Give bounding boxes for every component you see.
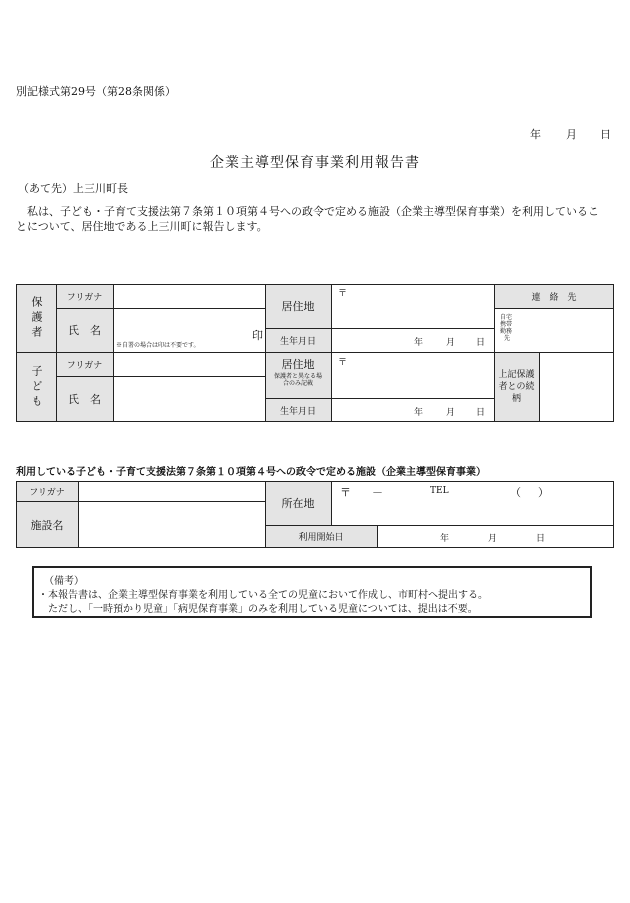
child-residence-field[interactable] <box>332 353 493 397</box>
remarks-line-1: ・本報告書は、企業主導型保育事業を利用している全ての児童において作成し、市町村へ提出する。 <box>38 590 488 601</box>
contact-field[interactable] <box>514 309 613 351</box>
seal-note: ※自署の場合は印は不要です。 <box>116 342 200 349</box>
child-furigana-field[interactable] <box>114 353 264 375</box>
facility-tel-label: TEL <box>430 486 449 496</box>
facility-name-field[interactable] <box>79 502 264 547</box>
guardian-residence-field[interactable] <box>332 285 493 327</box>
relation-field[interactable] <box>540 353 613 421</box>
child-name-field[interactable] <box>114 377 264 421</box>
facility-heading: 利用している子ども・子育て支援法第７条第１０項第４号への政令で定める施設（企業主導型保育事業） <box>16 467 486 478</box>
child-name-label: 氏 名 <box>68 393 101 406</box>
child-residence-label: 居住地 <box>281 358 315 371</box>
intro-line-2: とについて、居住地である上三川町に報告します。 <box>16 220 268 233</box>
start-date-year: 年 <box>440 534 450 544</box>
form-number: 別記様式第29号（第28条関係） <box>16 85 176 98</box>
date-day-label: 日 <box>600 128 611 141</box>
guardian-birth-day: 日 <box>476 338 486 348</box>
facility-tel-paren-close: ） <box>538 486 549 499</box>
contact-work-2: 先 <box>504 335 511 342</box>
guardian-furigana-label: フリガナ <box>66 292 103 303</box>
guardian-residence-label: 居住地 <box>281 300 315 313</box>
child-birth-year: 年 <box>414 408 424 418</box>
child-birth-month: 月 <box>446 408 456 418</box>
guardian-label: 保護者 <box>30 295 43 341</box>
contact-mobile: 携帯 <box>500 321 513 328</box>
seal-mark: 印 <box>252 329 263 342</box>
facility-name-label: 施設名 <box>30 518 64 532</box>
facility-furigana-label: フリガナ <box>29 487 65 498</box>
facility-location-label: 所在地 <box>281 497 315 510</box>
date-year-label: 年 <box>530 128 541 141</box>
applicant-table <box>16 284 614 422</box>
facility-furigana-field[interactable] <box>79 482 264 500</box>
facility-postal-dash: － <box>372 486 383 499</box>
guardian-furigana-field[interactable] <box>114 285 264 307</box>
child-birth-label: 生年月日 <box>279 406 316 417</box>
start-date-label: 利用開始日 <box>298 533 344 543</box>
addressee: （あて先）上三川町長 <box>18 182 128 195</box>
facility-postal-mark: 〒 <box>340 486 351 499</box>
remarks-title: （備考） <box>44 576 84 587</box>
facility-location-field[interactable] <box>332 482 613 524</box>
relation-label: 上記保護者との続柄 <box>498 370 535 404</box>
guardian-birth-year: 年 <box>414 338 424 348</box>
child-birth-day: 日 <box>476 408 486 418</box>
page-title: 企業主導型保育事業利用報告書 <box>210 155 420 171</box>
intro-line-1: 私は、子ども・子育て支援法第７条第１０項第４号への政令で定める施設（企業主導型保育事業）を利用しているこ <box>16 205 599 218</box>
guardian-name-label: 氏 名 <box>68 324 101 337</box>
contact-types <box>500 314 512 342</box>
start-date-month: 月 <box>488 534 498 544</box>
child-label: 子ども <box>30 364 43 410</box>
child-postal-mark: 〒 <box>338 358 348 368</box>
facility-tel-paren-open: （ <box>510 486 521 499</box>
guardian-postal-mark: 〒 <box>338 289 348 299</box>
contact-work: 勤務 <box>500 328 513 335</box>
start-date-field[interactable] <box>378 526 613 547</box>
start-date-day: 日 <box>536 534 546 544</box>
guardian-birth-label: 生年月日 <box>279 336 316 347</box>
child-residence-note: 保護者と異なる場合のみ記載 <box>273 373 322 387</box>
contact-home: 自宅 <box>500 314 513 321</box>
remarks-box <box>32 566 592 618</box>
contact-header: 連 絡 先 <box>531 292 577 303</box>
child-furigana-label: フリガナ <box>66 360 103 371</box>
remarks-line-2: ただし、「一時預かり児童」「病児保育事業」のみを利用している児童については、提出は不要。 <box>38 604 478 615</box>
facility-table <box>16 481 614 548</box>
guardian-birth-month: 月 <box>446 338 456 348</box>
date-month-label: 月 <box>566 128 577 141</box>
